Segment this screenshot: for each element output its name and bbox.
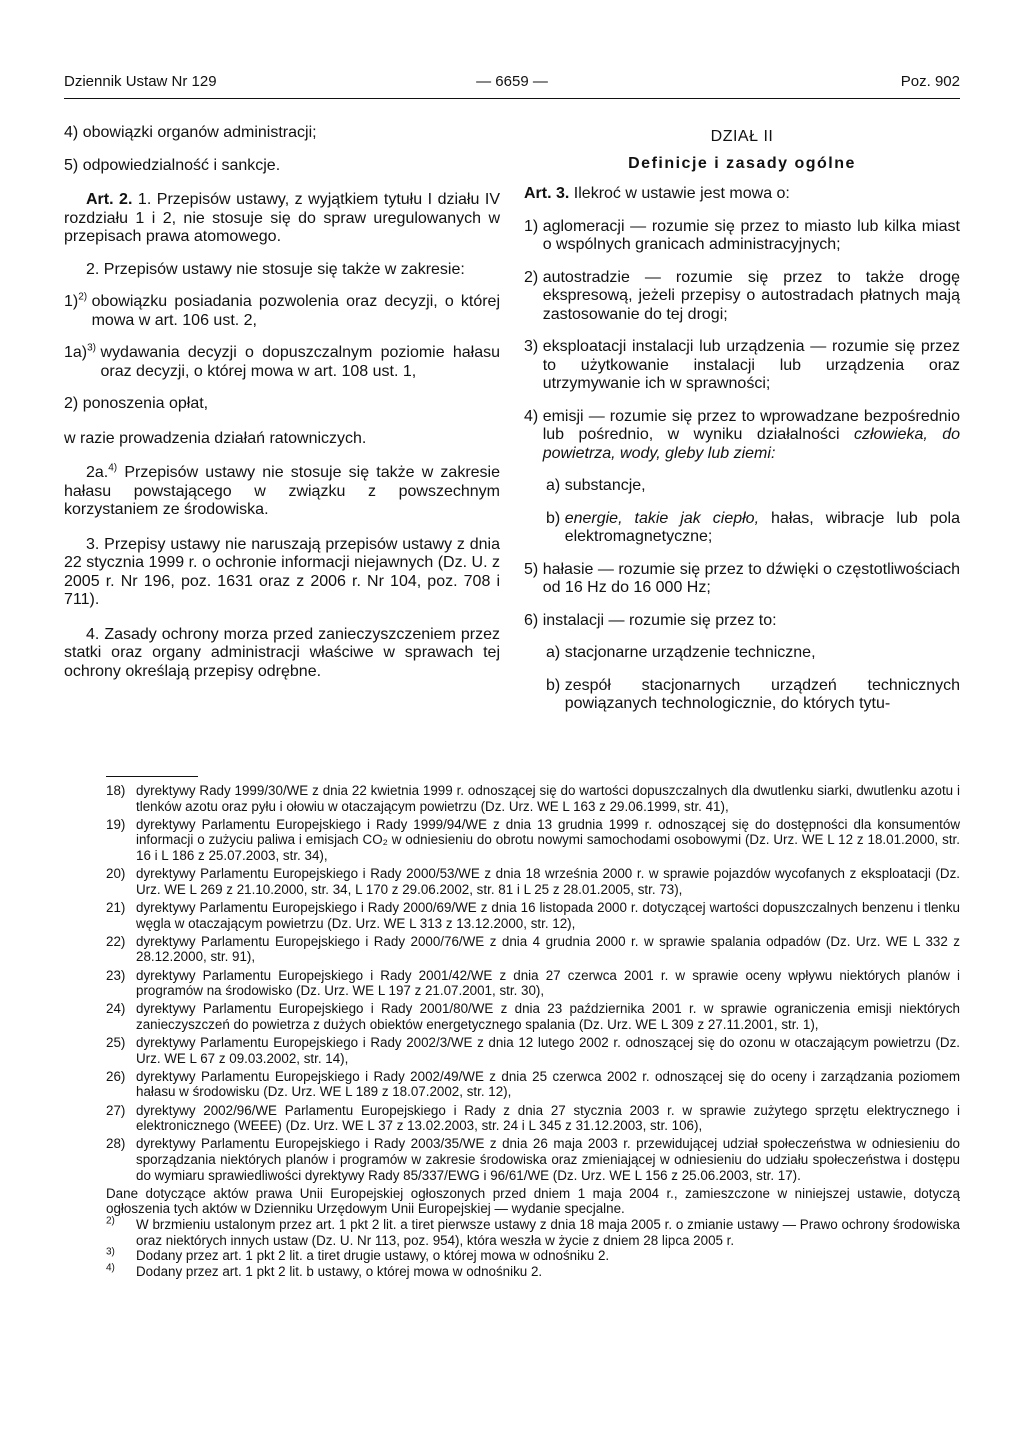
footnote-note: Dane dotyczące aktów prawa Unii Europejskiej ogłoszonych przed dniem 1 maja 2004 r., zamieszczone w niniejszej ustawie, dotyczą ogłoszenia tych aktów w Dzienniku Urzędowym Unii Europejskiej — wydanie specjalne. xyxy=(106,1185,960,1217)
footnote-divider xyxy=(106,776,198,777)
list-item: 5) odpowiedzialność i sankcje. xyxy=(64,156,281,174)
list-item: a) stacjonarne urządzenie techniczne, xyxy=(546,644,816,661)
definitions-list xyxy=(524,218,960,394)
list-item: 5) hałasie — rozumie się przez to dźwięki o częstotliwościach od 16 Hz do 16 000 Hz; xyxy=(524,560,960,596)
list-item: 3) eksploatacji instalacji lub urządzenia — rozumie się przez to użytkowanie instalacji lub urządzenia oraz utrzymywanie ich w sprawności; xyxy=(524,338,960,392)
footnote-item: 20) dyrektywy Parlamentu Europejskiego i Rady 2000/53/WE z dnia 18 września 2000 r. w sprawie pojazdów wycofanych z eksploatacji (Dz. Urz. WE L 269 z 21.10.2000, str. 34, L 170 z 29.06.2002, str. 81 i L 25 z 28.01.2005, str. 73), xyxy=(106,866,960,897)
article-2-paragraph-1: Art. 2. 1. Przepisów ustawy, z wyjątkiem tytułu I działu IV rozdziału 1 i 2, nie stosuje się do spraw uregulowanych w przepisach prawa atomowego. xyxy=(64,191,501,245)
journal-title: Dziennik Ustaw Nr 129 xyxy=(64,73,217,90)
footnote-item: 23) dyrektywy Parlamentu Europejskiego i Rady 2001/42/WE z dnia 27 czerwca 2001 r. w sprawie oceny wpływu niektórych planów i programów na środowisko (Dz. Urz. WE L 197 z 21.07.2001, str. 30), xyxy=(106,967,960,999)
page-number: — 6659 — xyxy=(476,73,548,90)
amendment-note: $^{2)}$ W brzmieniu ustalonym przez art. 1 pkt 2 lit. a tiret pierwsze ustawy z dnia 18 maja 2005 r. o zmianie ustawy — Prawo ochrony środowiska oraz niektórych innych ustaw (Dz. U. Nr 113, poz. 954), która weszła w życie z dniem 28 lipca 2005 r. xyxy=(106,1215,960,1248)
footnote-item: 24) dyrektywy Parlamentu Europejskiego i Rady 2001/80/WE z dnia 23 października 2001 r. w sprawie ograniczenia emisji niektórych zanieczyszczeń do powietrza z dużych obiektów energetycznego spalania (Dz. Urz. WE L 309 z 27.11.2001, str. 1), xyxy=(106,1001,960,1032)
amendment-note: $^{4)}$ Dodany przez art. 1 pkt 2 lit. b ustawy, o której mowa w odnośniku 2. xyxy=(106,1262,543,1279)
footnote-item: 27) dyrektywy 2002/96/WE Parlamentu Europejskiego i Rady z dnia 27 stycznia 2003 r. w sprawie zużytego sprzętu elektrycznego i elektronicznego (WEEE) (Dz. Urz. WE L 37 z 13.02.2003, str. 24 i L 345 z 31.12.2003, str. 106), xyxy=(106,1102,960,1134)
footnote-list xyxy=(106,783,960,1183)
list-item: 4) obowiązki organów administracji; xyxy=(64,124,317,141)
right-column xyxy=(524,124,960,714)
list-item: b) energie, takie jak ciepło, hałas, wibracje lub pola elektromagnetyczne; xyxy=(546,509,961,545)
footnote-item: 19) dyrektywy Parlamentu Europejskiego i Rady 1999/94/WE z dnia 13 grudnia 1999 r. odnoszącej się do dostępności dla konsumentów informacji o zużyciu paliwa i emisjach CO₂ w odniesieniu do obrotu nowymi samochodami osobowymi (Dz. Urz. WE L 12 z 18.01.2000, str. 16 i L 186 z 25.07.2003, str. 34), xyxy=(106,816,960,863)
article-2-paragraph-2: 2. Przepisów ustawy nie stosuje się także w zakresie: xyxy=(86,260,465,278)
article-2-paragraph-4: 4. Zasady ochrony morza przed zanieczyszczeniem przez statki oraz organy administracji właściwe w sprawach tej ochrony określają przepisy odrębne. xyxy=(64,625,500,680)
closing-line: w razie prowadzenia działań ratowniczych. xyxy=(64,429,367,447)
list-item: 1)$^{2)}$ obowiązku posiadania pozwolenia oraz decyzji, o której mowa w art. 106 ust. 2, xyxy=(64,291,500,329)
footnote-item: 21) dyrektywy Parlamentu Europejskiego i Rady 2000/69/WE z dnia 16 listopada 2000 r. dotyczącej wartości dopuszczalnych benzenu i tlenku węgla w otaczającym powietrzu (Dz. Urz. WE L 313 z 13.12.2000, str. 12), xyxy=(106,899,960,931)
footnotes xyxy=(106,776,960,1279)
list-item: b) zespół stacjonarnych urządzeń technicznych powiązanych technologicznie, do których tytu- xyxy=(546,676,960,712)
list-item: 1) aglomeracji — rozumie się przez to miasto lub kilka miast o wspólnych granicach administracyjnych; xyxy=(524,217,960,253)
position-number: Poz. 902 xyxy=(900,73,960,90)
list-item: a) substancje, xyxy=(546,477,646,494)
list-item: 6) instalacji — rozumie się przez to: xyxy=(524,611,777,629)
article-2-paragraph-3: 3. Przepisy ustawy nie naruszają przepisów ustawy z dnia 22 stycznia 1999 r. o ochronie informacji niejawnych (Dz. U. z 2005 r. Nr 196, poz. 1631 oraz z 2006 r. Nr 104, poz. 708 i 711). xyxy=(64,535,500,608)
footnote-item: 28) dyrektywy Parlamentu Europejskiego i Rady 2003/35/WE z dnia 26 maja 2003 r. przewidującej udział społeczeństwa w odniesieniu do sporządzania niektórych planów i programów w zakresie środowiska oraz zmieniającej w odniesieniu do udziału społeczeństwa i dostępu do wymiaru sprawiedliwości dyrektywy Rady 85/337/EWG i 96/61/WE (Dz. Urz. WE L 156 z 25.06.2003, str. 17). xyxy=(106,1136,960,1183)
amendment-notes xyxy=(106,1217,960,1279)
footnote-item: 22) dyrektywy Parlamentu Europejskiego i Rady 2000/76/WE z dnia 4 grudnia 2000 r. w sprawie spalania odpadów (Dz. Urz. WE L 332 z 28.12.2000, str. 91), xyxy=(106,933,960,965)
list-item: 4) emisji — rozumie się przez to wprowadzane bezpośrednio lub pośrednio, w wyniku działalności człowieka, do powietrza, wody, gleby lub ziemi: xyxy=(524,407,961,462)
article-2-paragraph-2a: 2a.$^{4)}$ Przepisów ustawy nie stosuje się także w zakresie hałasu powstającego w związku z powszechnym korzystaniem ze środowiska. xyxy=(64,462,500,518)
amendment-note: $^{3)}$ Dodany przez art. 1 pkt 2 lit. a tiret drugie ustawy, o której mowa w odnośniku 2. xyxy=(106,1246,610,1264)
page-header xyxy=(64,72,960,99)
article-3-intro: Art. 3. Ilekroć w ustawie jest mowa o: xyxy=(524,185,790,202)
footnote-item: 26) dyrektywy Parlamentu Europejskiego i Rady 2002/49/WE z dnia 25 czerwca 2002 r. odnoszącej się do oceny i zarządzania poziomem hałasu w środowisku (Dz. Urz. WE L 189 z 18.07.2002, str. 12), xyxy=(106,1068,960,1100)
chapter-title: DZIAŁ II xyxy=(710,128,774,145)
left-column xyxy=(64,124,500,681)
chapter-subtitle: Definicje i zasady ogólne xyxy=(628,154,856,172)
footnote-item: 18) dyrektywy Rady 1999/30/WE z dnia 22 kwietnia 1999 r. odnoszącej się do wartości dopuszczalnych dla dwutlenku siarki, dwutlenku azotu i tlenków azotu oraz pyłu i ołowiu w otaczającym powietrzu (Dz. Urz. WE L 163 z 29.06.1999, str. 41), xyxy=(106,783,960,814)
list-item: 1a)$^{3)}$ wydawania decyzji o dopuszczalnym poziomie hałasu oraz decyzji, o której mowa w art. 108 ust. 1, xyxy=(64,342,500,380)
list-item: 2) autostradzie — rozumie się przez to także drogę ekspresową, jeżeli przepisy o autostradach płatnych mają zastosowanie do tej drogi; xyxy=(524,268,960,323)
footnote-item: 25) dyrektywy Parlamentu Europejskiego i Rady 2002/3/WE z dnia 12 lutego 2002 r. odnoszącej się do ozonu w otaczającym powietrzu (Dz. Urz. WE L 67 z 09.03.2002, str. 14), xyxy=(106,1035,960,1066)
list-item: 2) ponoszenia opłat, xyxy=(64,395,209,412)
